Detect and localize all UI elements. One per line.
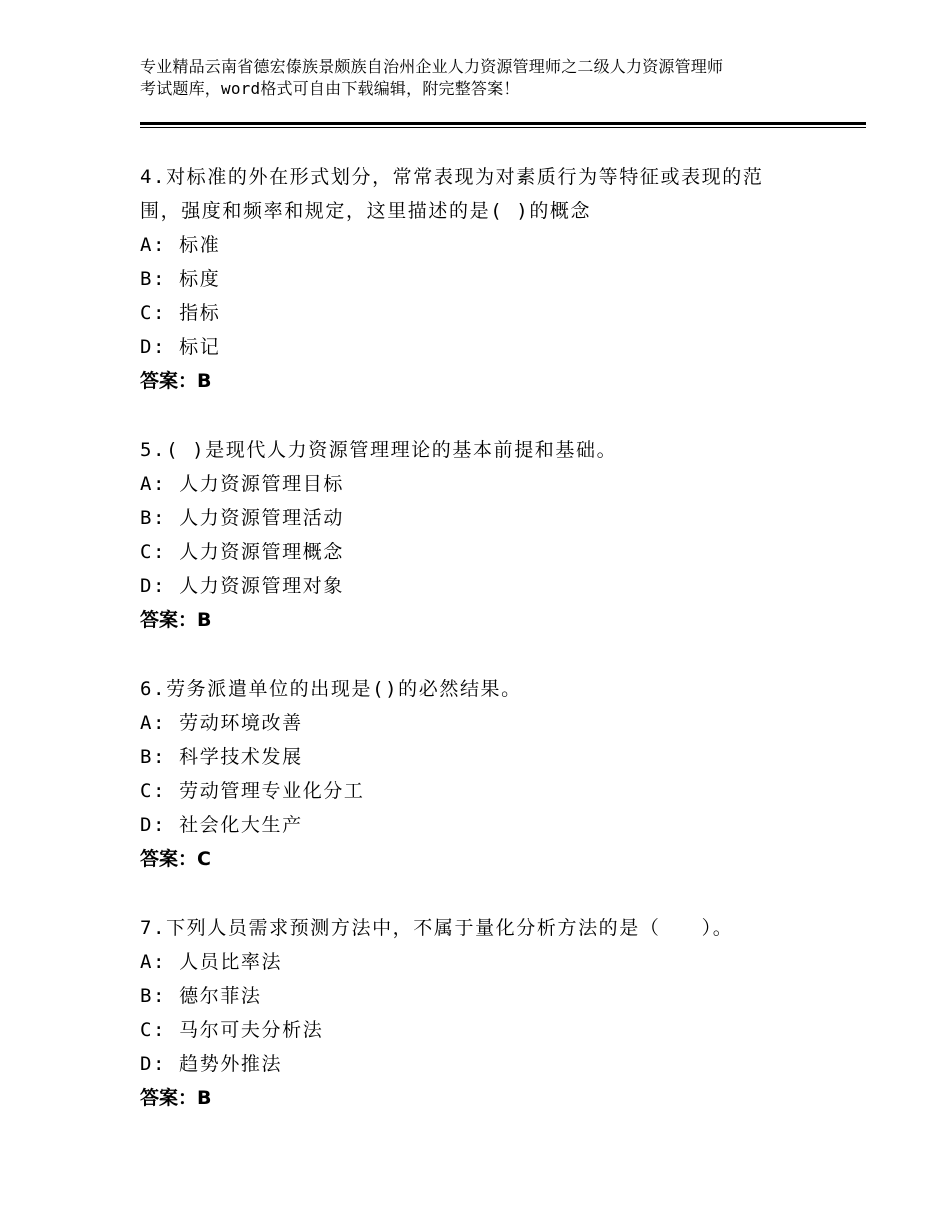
option-a: A: 人力资源管理目标 — [140, 473, 344, 495]
option-c: C: 劳动管理专业化分工 — [140, 780, 365, 802]
option-b: B: 标度 — [140, 268, 221, 290]
option-b: B: 德尔菲法 — [140, 985, 262, 1007]
option-b: B: 人力资源管理活动 — [140, 507, 344, 529]
question-4 — [140, 160, 820, 398]
option-c: C: 指标 — [140, 302, 221, 324]
answer: 答案：B — [140, 1087, 212, 1109]
option-c: C: 人力资源管理概念 — [140, 541, 344, 563]
option-c: C: 马尔可夫分析法 — [140, 1019, 324, 1041]
question-stem-line-1: 4.对标准的外在形式划分，常常表现为对素质行为等特征或表现的范 — [140, 166, 764, 188]
option-a: A: 劳动环境改善 — [140, 712, 303, 734]
answer: 答案：C — [140, 848, 211, 870]
option-d: D: 标记 — [140, 336, 221, 358]
question-6 — [140, 672, 820, 876]
question-5 — [140, 433, 820, 637]
question-stem-line-1: 7.下列人员需求预测方法中，不属于量化分析方法的是（ ）。 — [140, 917, 734, 939]
answer: 答案：B — [140, 609, 212, 631]
question-stem-line-1: 5.( )是现代人力资源管理理论的基本前提和基础。 — [140, 439, 618, 461]
question-stem-line-1: 6.劳务派遣单位的出现是()的必然结果。 — [140, 678, 522, 700]
answer: 答案：B — [140, 370, 212, 392]
option-d: D: 人力资源管理对象 — [140, 575, 344, 597]
option-a: A: 标准 — [140, 234, 221, 256]
header-divider-thin — [140, 127, 866, 128]
option-a: A: 人员比率法 — [140, 951, 283, 973]
option-d: D: 社会化大生产 — [140, 814, 303, 836]
document-header — [140, 56, 840, 100]
header-divider-thick — [140, 122, 866, 125]
header-line-1: 专业精品云南省德宏傣族景颇族自治州企业人力资源管理师之二级人力资源管理师 — [140, 57, 724, 76]
question-7 — [140, 911, 820, 1115]
option-d: D: 趋势外推法 — [140, 1053, 283, 1075]
question-stem-line-2: 围，强度和频率和规定，这里描述的是( )的概念 — [140, 200, 592, 222]
header-line-2: 考试题库，word格式可自由下载编辑，附完整答案！ — [140, 79, 520, 98]
option-b: B: 科学技术发展 — [140, 746, 303, 768]
